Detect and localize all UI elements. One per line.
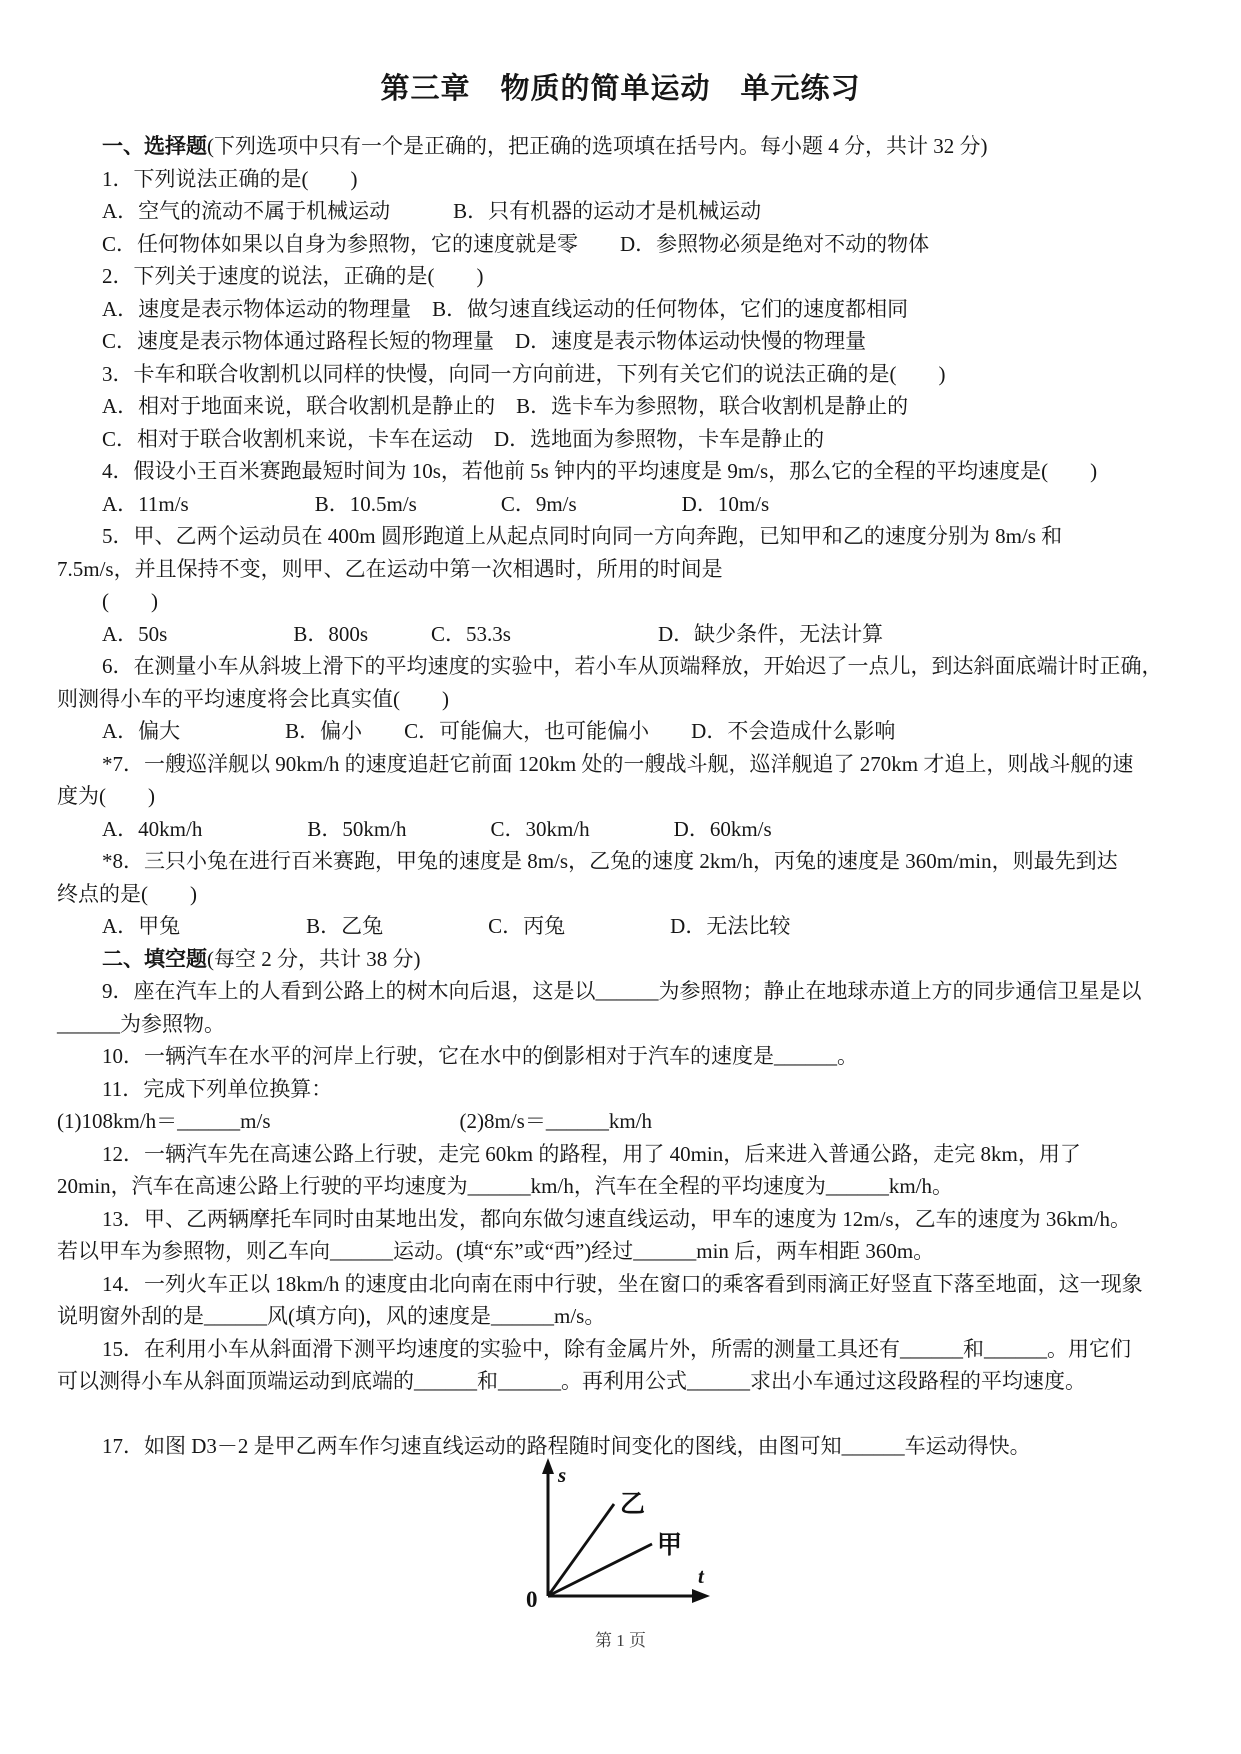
text-line [57, 1105, 1189, 1138]
text-line [57, 1040, 1189, 1073]
line-text: (下列选项中只有一个是正确的，把正确的选项填在括号内。每小题 4 分，共计 32 分) [207, 134, 988, 158]
text-line [57, 260, 1189, 293]
line-text: 13．甲、乙两辆摩托车同时由某地出发，都向东做匀速直线运动，甲车的速度为 12m/s，乙车的速度为 36km/h。 [102, 1206, 1132, 1231]
line-text: 可以测得小车从斜面顶端运动到底端的______和______。再利用公式______求出小车通过这段路程的平均速度。 [57, 1369, 1086, 1393]
line-text: 7.5m/s，并且保持不变，则甲、乙在运动中第一次相遇时，所用的时间是 [57, 556, 723, 581]
text-line [57, 390, 1189, 423]
text-line [57, 520, 1189, 553]
line-text: 2．下列关于速度的说法，正确的是( ) [102, 264, 484, 288]
line-text: C．任何物体如果以自身为参照物，它的速度就是零 D．参照物必须是绝对不动的物体 [102, 231, 930, 256]
text-line [57, 1300, 1189, 1333]
text-line [57, 423, 1189, 456]
text-line [57, 163, 1189, 196]
text-line [57, 618, 1189, 651]
text-line [57, 455, 1189, 488]
text-line [57, 1398, 1189, 1431]
page-number: 第 1 页 [595, 1631, 646, 1650]
line-text: 若以甲车为参照物，则乙车向______运动。(填“东”或“西”)经过______min 后，两车相距 360m。 [57, 1239, 935, 1263]
line-text: 11．完成下列单位换算： [102, 1076, 333, 1101]
text-line [57, 683, 1189, 716]
line-text: *7．一艘巡洋舰以 90km/h 的速度追赶它前面 120km 处的一艘战斗舰，巡洋舰追了 270km 才追上，则战斗舰的速 [102, 751, 1134, 776]
text-line [57, 1365, 1189, 1398]
line-text: *8．三只小兔在进行百米赛跑，甲兔的速度是 8m/s，乙兔的速度 2km/h，丙兔的速度是 360m/min，则最先到达 [102, 849, 1118, 873]
text-line [57, 1268, 1189, 1301]
text-line [57, 1235, 1189, 1268]
section-header-label: 一、选择题 [102, 134, 207, 158]
section-header-label: 二、填空题 [102, 946, 207, 971]
text-line [57, 715, 1189, 748]
text-line [57, 553, 1189, 586]
line-text: 15．在利用小车从斜面滑下测平均速度的实验中，除有金属片外，所需的测量工具还有______和______。用它们 [102, 1336, 1131, 1361]
line-text: A．甲兔 B．乙兔 C．丙兔 D．无法比较 [102, 914, 791, 938]
line-text: A．速度是表示物体运动的物理量 B．做匀速直线运动的任何物体，它们的速度都相同 [102, 296, 909, 321]
line-text: A．空气的流动不属于机械运动 B．只有机器的运动才是机械运动 [102, 199, 762, 223]
series-line-jia [548, 1544, 652, 1596]
line-text: 3．卡车和联合收割机以同样的快慢，向同一方向前进，下列有关它们的说法正确的是( ) [102, 361, 946, 386]
line-text: 14．一列火车正以 18km/h 的速度由北向南在雨中行驶，坐在窗口的乘客看到雨滴正好竖直下落至地面，这一现象 [102, 1271, 1143, 1296]
text-line [57, 845, 1189, 878]
line-text: ( ) [102, 589, 158, 613]
text-line [57, 1170, 1189, 1203]
x-axis-label: t [698, 1564, 704, 1588]
line-text: (1)108km/h＝______m/s (2)8m/s＝______km/h [57, 1109, 652, 1133]
line-text: C．相对于联合收割机来说，卡车在运动 D．选地面为参照物，卡车是静止的 [102, 426, 825, 451]
text-line [57, 1073, 1189, 1106]
x-axis-arrow-icon [692, 1589, 710, 1603]
text-line [57, 910, 1189, 943]
section-header [57, 943, 1189, 976]
text-line [57, 195, 1189, 228]
line-text: 12．一辆汽车先在高速公路上行驶，走完 60km 的路程，用了 40min，后来进入普通公路，走完 8km，用了 [102, 1141, 1081, 1166]
page-title: 第三章 物质的简单运动 单元练习 [380, 73, 861, 105]
origin-label: 0 [526, 1587, 538, 1612]
text-line [57, 228, 1189, 261]
line-text: A．40km/h B．50km/h C．30km/h D．60km/s [102, 816, 772, 841]
line-text: 17．如图 D3－2 是甲乙两车作匀速直线运动的路程随时间变化的图线，由图可知______车运动得快。 [102, 1434, 1031, 1458]
section-header [57, 130, 1189, 163]
line-text: 1．下列说法正确的是( ) [102, 166, 358, 191]
figure-d3-2 [514, 1456, 729, 1616]
worksheet-body [57, 130, 1189, 1463]
line-text: 6．在测量小车从斜坡上滑下的平均速度的实验中，若小车从顶端释放，开始迟了一点儿，到达斜面底端计时正确， [102, 654, 1163, 678]
y-axis-label: s [558, 1463, 567, 1487]
line-text: 说明窗外刮的是______风(填方向)，风的速度是______m/s。 [57, 1304, 606, 1328]
line-text: ______为参照物。 [57, 1011, 225, 1036]
line-text: 4．假设小王百米赛跑最短时间为 10s，若他前 5s 钟内的平均速度是 9m/s，那么它的全程的平均速度是( ) [102, 459, 1098, 483]
text-line [57, 1138, 1189, 1171]
text-line [57, 1008, 1189, 1041]
series-line-yi [548, 1504, 614, 1596]
text-line [57, 650, 1189, 683]
text-line [57, 293, 1189, 326]
text-line [57, 488, 1189, 521]
line-text: 终点的是( ) [57, 881, 197, 906]
line-text: 20min，汽车在高速公路上行驶的平均速度为______km/h，汽车在全程的平均速度为______km/h。 [57, 1174, 954, 1198]
line-text: (每空 2 分，共计 38 分) [207, 946, 421, 971]
text-line [57, 585, 1189, 618]
line-text: A．相对于地面来说，联合收割机是静止的 B．选卡车为参照物，联合收割机是静止的 [102, 394, 909, 418]
text-line [57, 1333, 1189, 1366]
line-text: 则测得小车的平均速度将会比真实值( ) [57, 686, 449, 711]
text-line [57, 813, 1189, 846]
text-line [57, 1203, 1189, 1236]
text-line [57, 325, 1189, 358]
line-text: 度为( ) [57, 784, 155, 808]
text-line [57, 358, 1189, 391]
distance-time-graph [514, 1456, 729, 1616]
line-text: C．速度是表示物体通过路程长短的物理量 D．速度是表示物体运动快慢的物理量 [102, 329, 867, 353]
series-label-jia: 甲 [657, 1532, 683, 1559]
text-line [57, 748, 1189, 781]
text-line [57, 975, 1189, 1008]
text-line [57, 780, 1189, 813]
series-label-yi: 乙 [620, 1491, 646, 1518]
line-text: A．11m/s B．10.5m/s C．9m/s D．10m/s [102, 491, 770, 516]
text-line [57, 878, 1189, 911]
line-text: A．50s B．800s C．53.3s D．缺少条件，无法计算 [102, 621, 884, 646]
line-text: 5．甲、乙两个运动员在 400m 圆形跑道上从起点同时向同一方向奔跑，已知甲和乙的速度分别为 8m/s 和 [102, 524, 1063, 548]
line-text: 10．一辆汽车在水平的河岸上行驶，它在水中的倒影相对于汽车的速度是______。 [102, 1044, 858, 1068]
line-text: A．偏大 B．偏小 C．可能偏大，也可能偏小 D．不会造成什么影响 [102, 719, 896, 743]
y-axis-arrow-icon [542, 1458, 554, 1474]
line-text: 9．座在汽车上的人看到公路上的树木向后退，这是以______为参照物；静止在地球赤道上方的同步通信卫星是以 [102, 979, 1142, 1003]
